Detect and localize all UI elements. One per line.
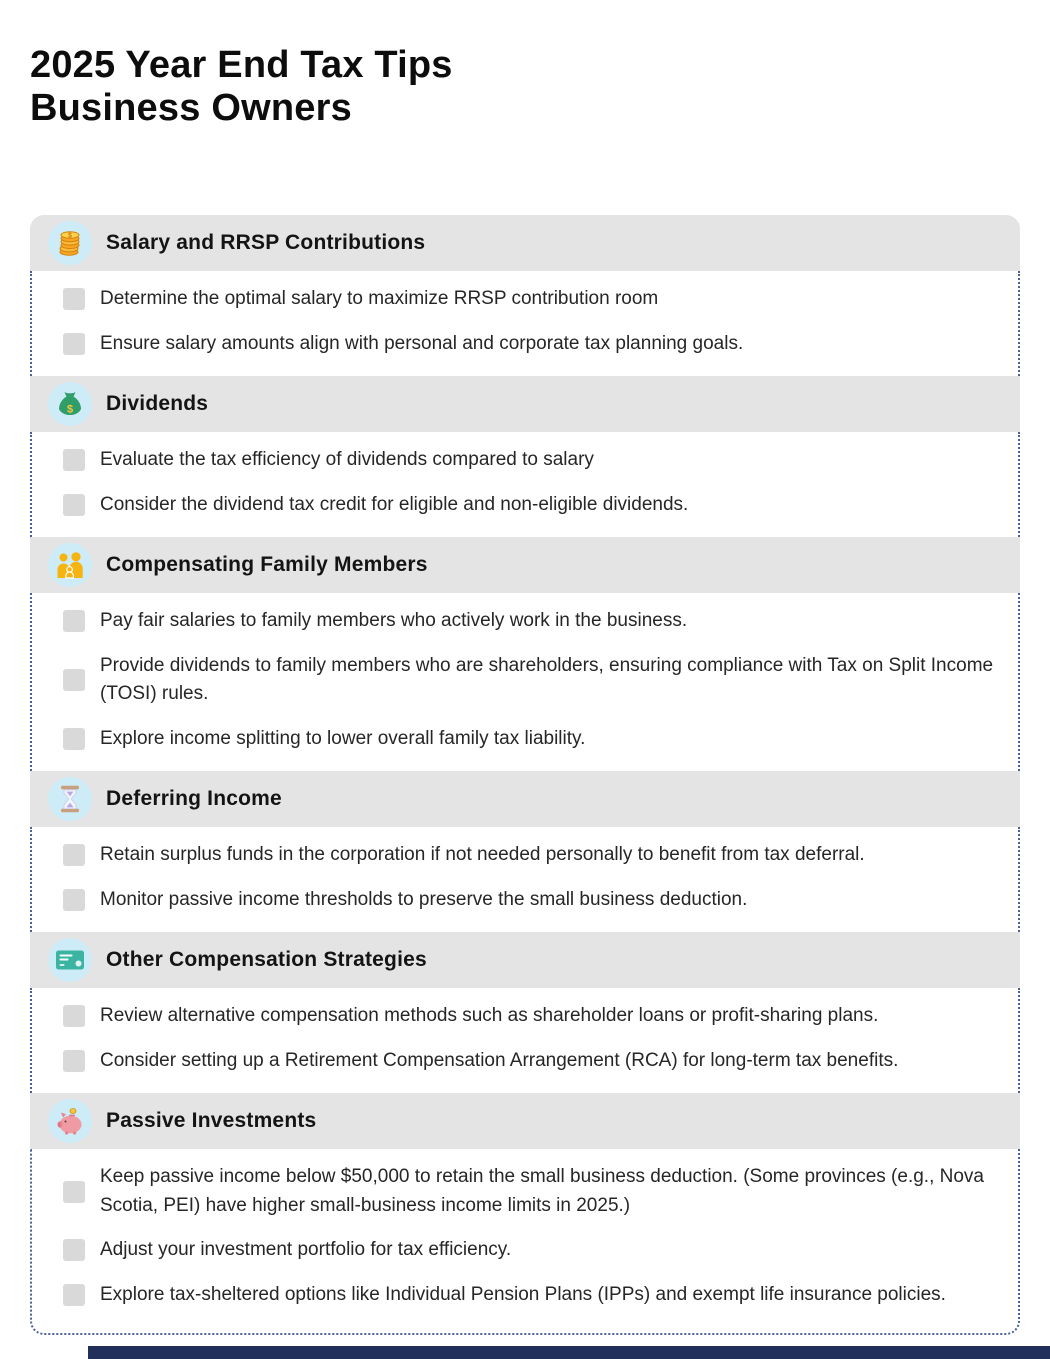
- checkbox[interactable]: [63, 1050, 85, 1072]
- checklist-item: [63, 1155, 994, 1228]
- section-title: Other Compensation Strategies: [106, 948, 427, 971]
- section-passive-investments: [30, 1093, 1020, 1335]
- section-family-members: [30, 537, 1020, 771]
- checklist-item: [63, 277, 994, 322]
- checklist-item-text: Adjust your investment portfolio for tax efficiency.: [100, 1239, 512, 1260]
- svg-text:$: $: [68, 232, 72, 240]
- checklist-item: [63, 322, 994, 367]
- checklist-item-text: Retain surplus funds in the corporation if not needed personally to benefit from tax deferral.: [100, 844, 865, 865]
- svg-text:$: $: [66, 403, 74, 416]
- checklist-item: [63, 833, 994, 878]
- checkbox[interactable]: [63, 844, 85, 866]
- checkbox[interactable]: [63, 1181, 85, 1203]
- checklist-item-text: Consider setting up a Retirement Compensation Arrangement (RCA) for long-term tax benefits.: [100, 1049, 899, 1071]
- checklist-item: [63, 994, 994, 1039]
- hourglass-icon: [48, 777, 92, 821]
- checklist-item-text: Determine the optimal salary to maximize RRSP contribution room: [100, 288, 659, 309]
- section-items: [30, 271, 1020, 376]
- money-bag-icon: [48, 382, 92, 426]
- family-icon: [48, 543, 92, 587]
- section-salary-rrsp: [30, 215, 1020, 376]
- section-header: [30, 932, 1020, 988]
- piggy-bank-icon: [48, 1099, 92, 1143]
- checklist-item: [63, 717, 994, 762]
- checklist-item: [63, 483, 994, 528]
- checklist-item-text: Monitor passive income thresholds to preserve the small business deduction.: [100, 888, 748, 910]
- checkbox[interactable]: [63, 1284, 85, 1306]
- checklist-item-text: Keep passive income below $50,000 to retain the small business deduction. (Some provinces (e.g., Nova Scotia, PEI) have higher small-business income limits in 2025.): [100, 1166, 984, 1216]
- section-title: Compensating Family Members: [106, 553, 428, 576]
- section-header: [30, 537, 1020, 593]
- section-other-compensation: [30, 932, 1020, 1093]
- coins-icon: [48, 221, 92, 265]
- checkbox[interactable]: [63, 889, 85, 911]
- checklist-item: [63, 1228, 994, 1273]
- section-header: [30, 376, 1020, 432]
- checklist-item-text: Pay fair salaries to family members who actively work in the business.: [100, 610, 688, 631]
- checkbox[interactable]: [63, 288, 85, 310]
- checklist-item: [63, 1039, 994, 1084]
- checklist-item-text: Ensure salary amounts align with personal and corporate tax planning goals.: [100, 332, 744, 354]
- page-title-line1: 2025 Year End Tax Tips: [30, 44, 453, 86]
- section-title: Dividends: [106, 392, 209, 415]
- checklist-item-text: Explore income splitting to lower overall family tax liability.: [100, 727, 586, 749]
- checklist-item: [63, 644, 994, 717]
- section-dividends: [30, 376, 1020, 537]
- checkbox[interactable]: [63, 610, 85, 632]
- checklist-item: [63, 438, 994, 483]
- checklist-item-text: Evaluate the tax efficiency of dividends compared to salary: [100, 449, 594, 470]
- section-header: [30, 1093, 1020, 1149]
- checkbox[interactable]: [63, 1005, 85, 1027]
- checklist-item: [63, 878, 994, 923]
- checkbox[interactable]: [63, 1239, 85, 1261]
- section-items: [30, 432, 1020, 537]
- checklist-item-text: Consider the dividend tax credit for eligible and non-eligible dividends.: [100, 493, 689, 515]
- section-items: [30, 1149, 1020, 1335]
- tax-tips-checklist-card: [30, 215, 1020, 1335]
- checklist-item: [63, 1273, 994, 1318]
- section-deferring-income: [30, 771, 1020, 932]
- section-title: Passive Investments: [106, 1109, 317, 1132]
- section-title: Salary and RRSP Contributions: [106, 231, 426, 254]
- checkbox[interactable]: [63, 333, 85, 355]
- section-items: [30, 988, 1020, 1093]
- page-title-line2: Business Owners: [30, 86, 352, 129]
- section-title: Deferring Income: [106, 787, 282, 810]
- checklist-item: [63, 599, 994, 644]
- section-header: [30, 771, 1020, 827]
- checkbox[interactable]: [63, 449, 85, 471]
- section-header: [30, 215, 1020, 271]
- checkbox[interactable]: [63, 728, 85, 750]
- page-title: [30, 44, 453, 129]
- checklist-item-text: Explore tax-sheltered options like Individual Pension Plans (IPPs) and exempt life insurance policies.: [100, 1283, 946, 1305]
- checkbox[interactable]: [63, 669, 85, 691]
- checklist-item-text: Provide dividends to family members who are shareholders, ensuring compliance with Tax on Split Income (TOSI) rules.: [100, 654, 994, 704]
- footer-accent-bar: [88, 1346, 1050, 1359]
- section-items: [30, 827, 1020, 932]
- checklist-item-text: Review alternative compensation methods such as shareholder loans or profit-sharing plans.: [100, 1005, 879, 1026]
- section-items: [30, 593, 1020, 771]
- banknote-icon: [48, 938, 92, 982]
- checkbox[interactable]: [63, 494, 85, 516]
